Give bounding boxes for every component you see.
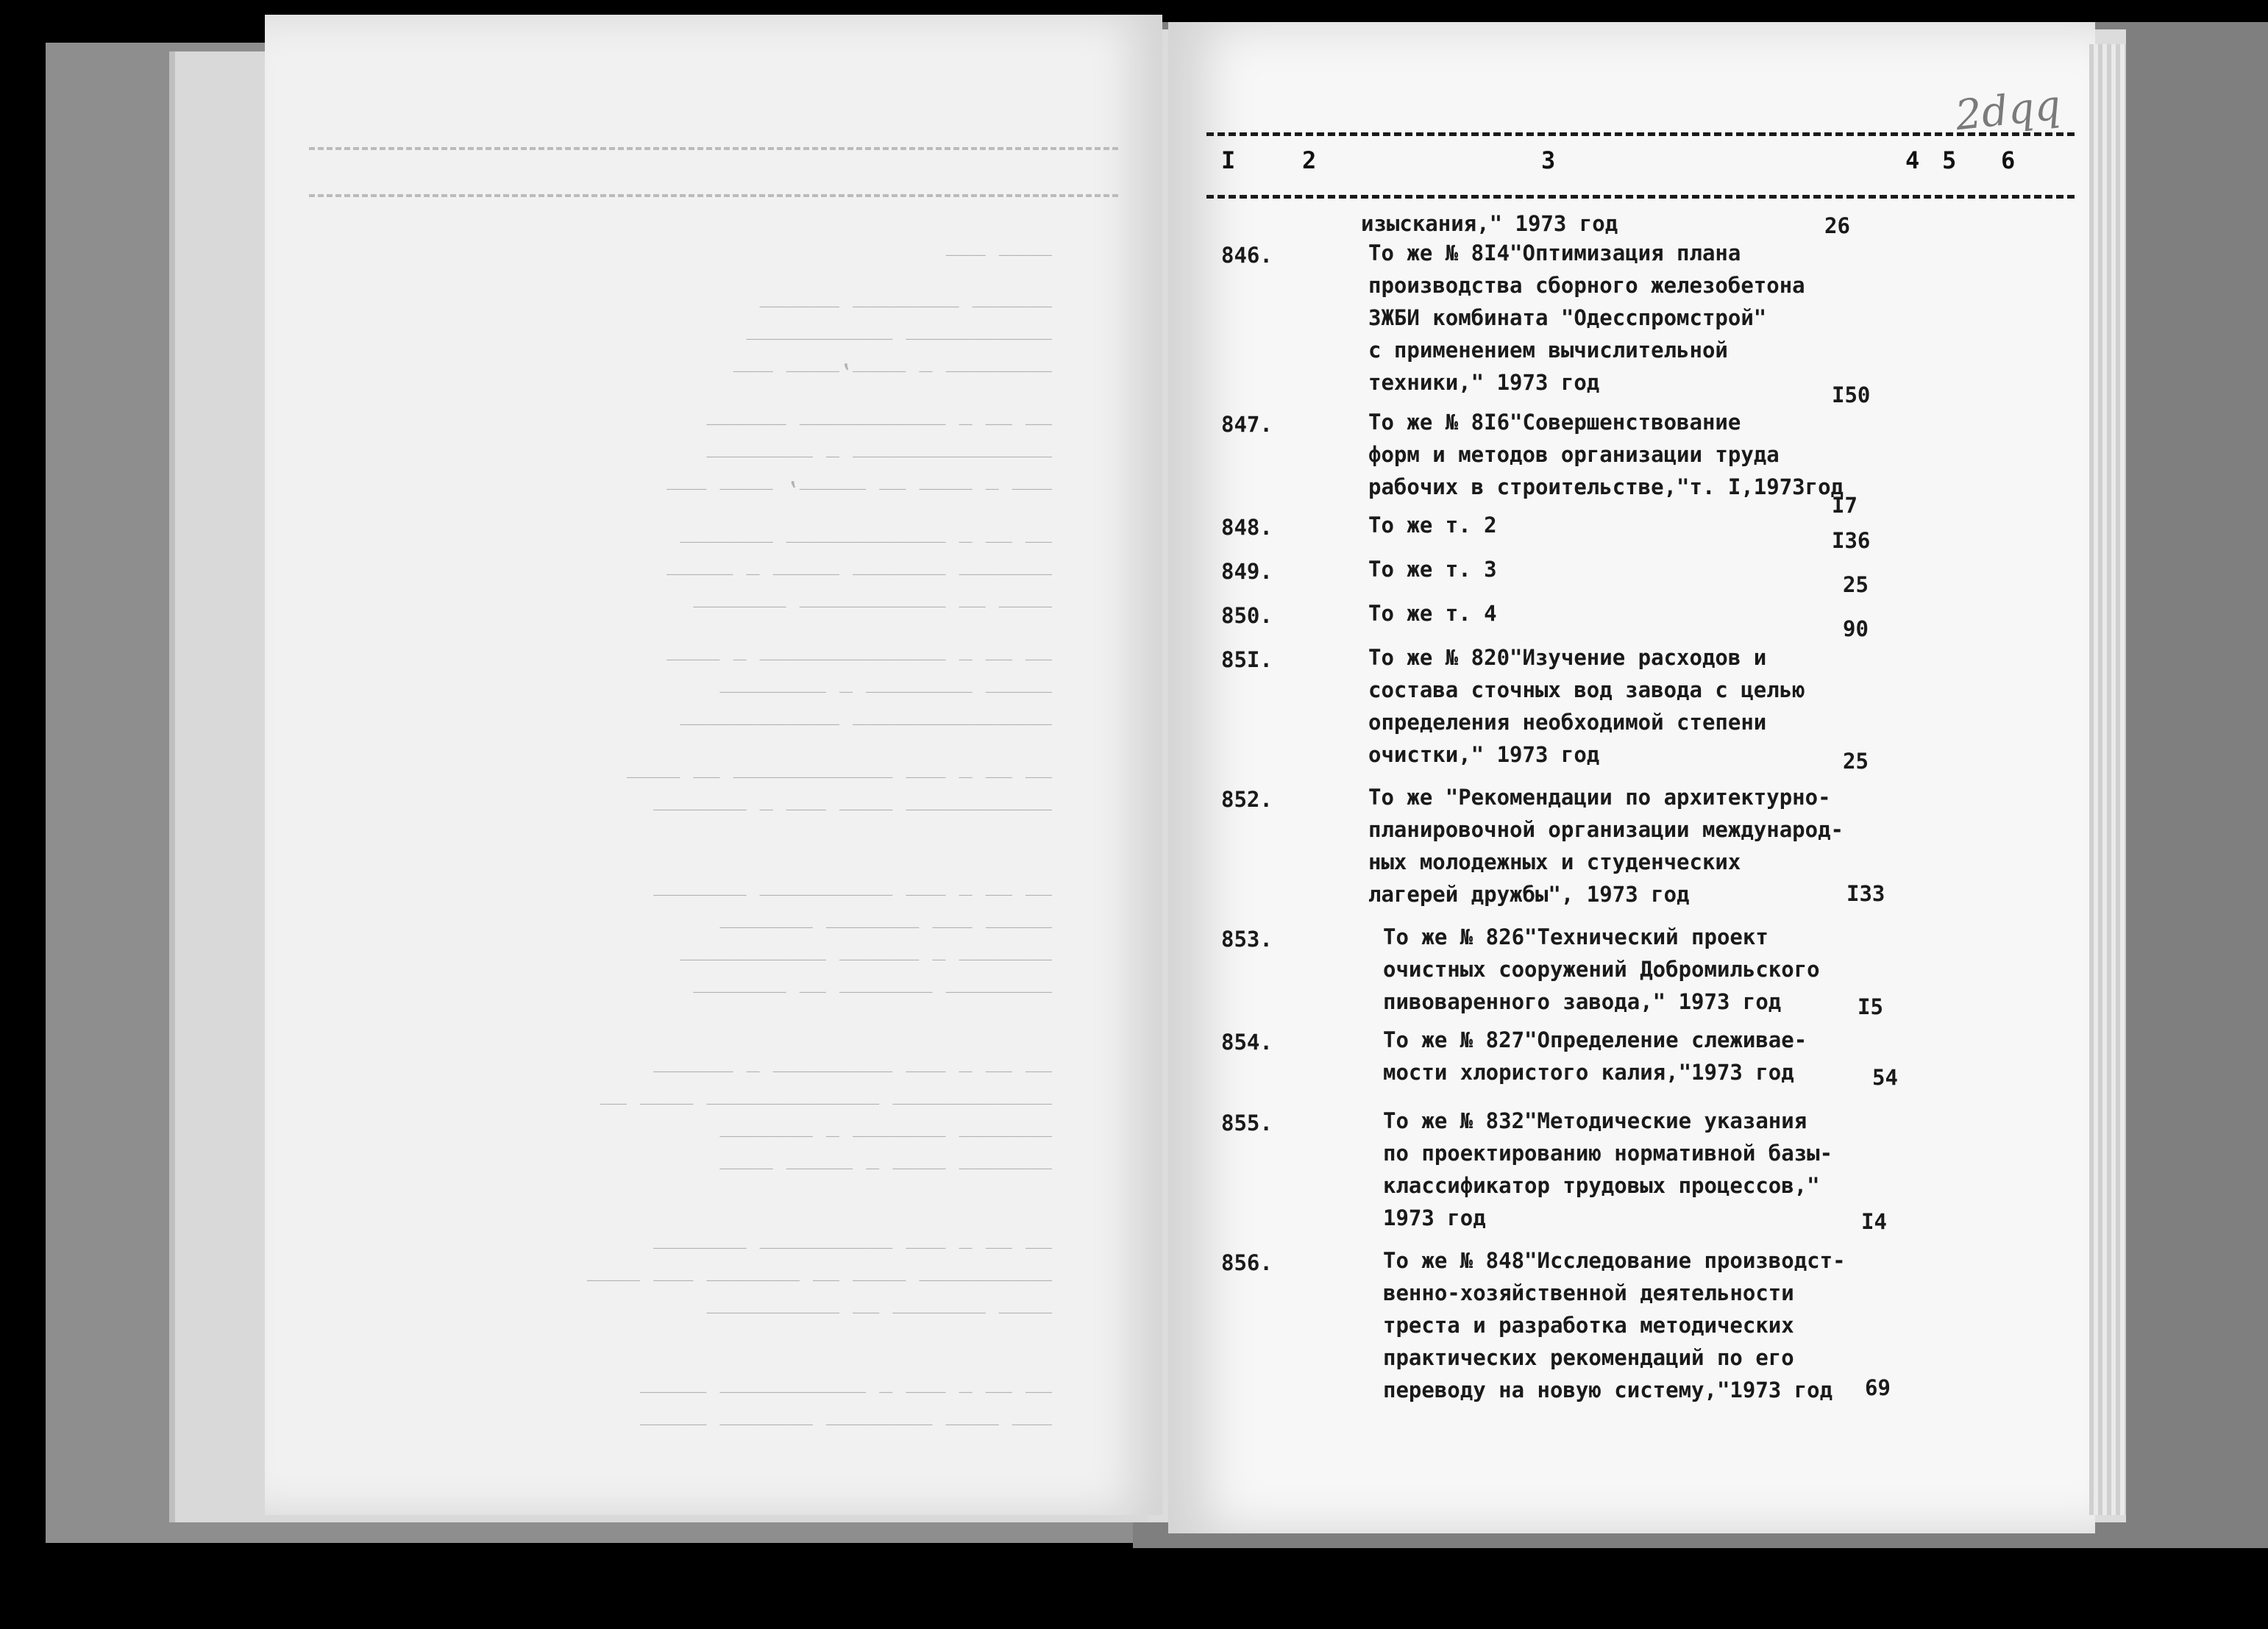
entry-title: То же № 8I4"Оптимизация плана производства сборного железобетона ЗЖБИ комбината "Одесспромстрой" с применением вычислительной техники," 1973 год (1368, 240, 1805, 395)
entry-number: 853. (1221, 927, 1273, 952)
entry-number: 849. (1221, 559, 1273, 584)
continuation-pages: 26 (1824, 213, 1850, 238)
handwritten-page-number: 2dqq (1952, 81, 2063, 140)
entry-pages: I36 (1832, 528, 1871, 553)
page-edges (2089, 44, 2126, 1515)
entry-pages: I33 (1846, 881, 1885, 906)
entry-pages: 25 (1843, 749, 1869, 774)
entry-pages: 69 (1865, 1375, 1891, 1400)
header-col-2: 2 (1302, 146, 1317, 174)
entry-pages: I50 (1832, 382, 1871, 407)
entry-number: 848. (1221, 515, 1273, 540)
entry-number: 855. (1221, 1111, 1273, 1136)
entry-title: То же "Рекомендации по архитектурно- планировочной организации международ- ных молодежных и студенческих лагерей дружбы", 1973 год (1368, 785, 1844, 907)
table-header (1206, 132, 2075, 199)
entry-number: 856. (1221, 1250, 1273, 1275)
entry-title: То же т. 4 (1368, 601, 1497, 626)
entry-pages: 54 (1872, 1065, 1898, 1090)
entry-number: 854. (1221, 1030, 1273, 1055)
entry-number: 85I. (1221, 647, 1273, 672)
header-col-1: I (1221, 146, 1236, 174)
entry-title: То же № 820"Изучение расходов и состава сточных вод завода с целью определения необходимой степени очистки," 1973 год (1368, 645, 1805, 767)
entry-pages: 25 (1843, 572, 1869, 597)
header-col-4: 4 (1905, 146, 1920, 174)
header-col-6: 6 (2001, 146, 2016, 174)
entry-title: То же т. 2 (1368, 513, 1497, 538)
header-col-3: 3 (1541, 146, 1556, 174)
entry-number: 847. (1221, 412, 1273, 437)
entry-title: То же № 848"Исследование производст- венно-хозяйственной деятельности треста и разработка методических практических рекомендаций по его переводу на новую систему,"1973 год (1383, 1248, 1846, 1402)
left-page-bleed-through: ____ ___ ______ ________ ______ ___________ ___________ ________ _ ____,____ ___ __ __ _ ___________ ______ _______________ _ ________ ___ _ ____ __ _____, ____ ___ __ __ _ ____________ _______ _______ _______ _____ _ _____ ____ __ ___________ _______ __ __ _ ______________ _ ____ _____ ________ _ ________ _______________ ____________ __ __ _ ___ ____________ __ ____ ___________ ____ ___ _ _______ __ __ _ ___ __________ _______ _____ ___ _______ _______ _______ _ ______ ___________ ________ _______ __ _______ __ __ _ ___ _________ _ ______ ____________ _____________ ____ __ _______ _______ _ _______ _______ ____ _ _____ ____ __ __ _ ___ __________ _______ __________ ____ __ _______ ___ ____ ____ _______ __ __________ __ __ _ ___ _ ___________ _____ ___ ____ ________ _______ _____ (265, 15, 1162, 1515)
entry-pages: I4 (1861, 1209, 1887, 1234)
entry-title: То же № 8I6"Совершенствование форм и методов организации труда рабочих в строительстве,"т. I,1973год (1368, 410, 1844, 499)
entry-pages: I7 (1832, 493, 1858, 518)
entry-title: То же № 827"Определение слеживае- мости хлористого калия,"1973 год (1383, 1027, 1807, 1085)
entry-pages: I5 (1858, 994, 1883, 1019)
entry-title: То же № 826"Технический проект очистных сооружений Добромильского пивоваренного завода," 1973 год (1383, 924, 1820, 1014)
entry-title: То же т. 3 (1368, 557, 1497, 582)
header-col-5: 5 (1942, 146, 1957, 174)
continuation-text: изыскания," 1973 год (1361, 211, 1618, 236)
entry-pages: 90 (1843, 616, 1869, 641)
left-page (265, 15, 1162, 1515)
entry-number: 846. (1221, 243, 1273, 268)
entry-number: 852. (1221, 787, 1273, 812)
entry-title: То же № 832"Методические указания по проектированию нормативной базы- классификатор трудовых процессов," 1973 год (1383, 1108, 1833, 1230)
entry-number: 850. (1221, 603, 1273, 628)
